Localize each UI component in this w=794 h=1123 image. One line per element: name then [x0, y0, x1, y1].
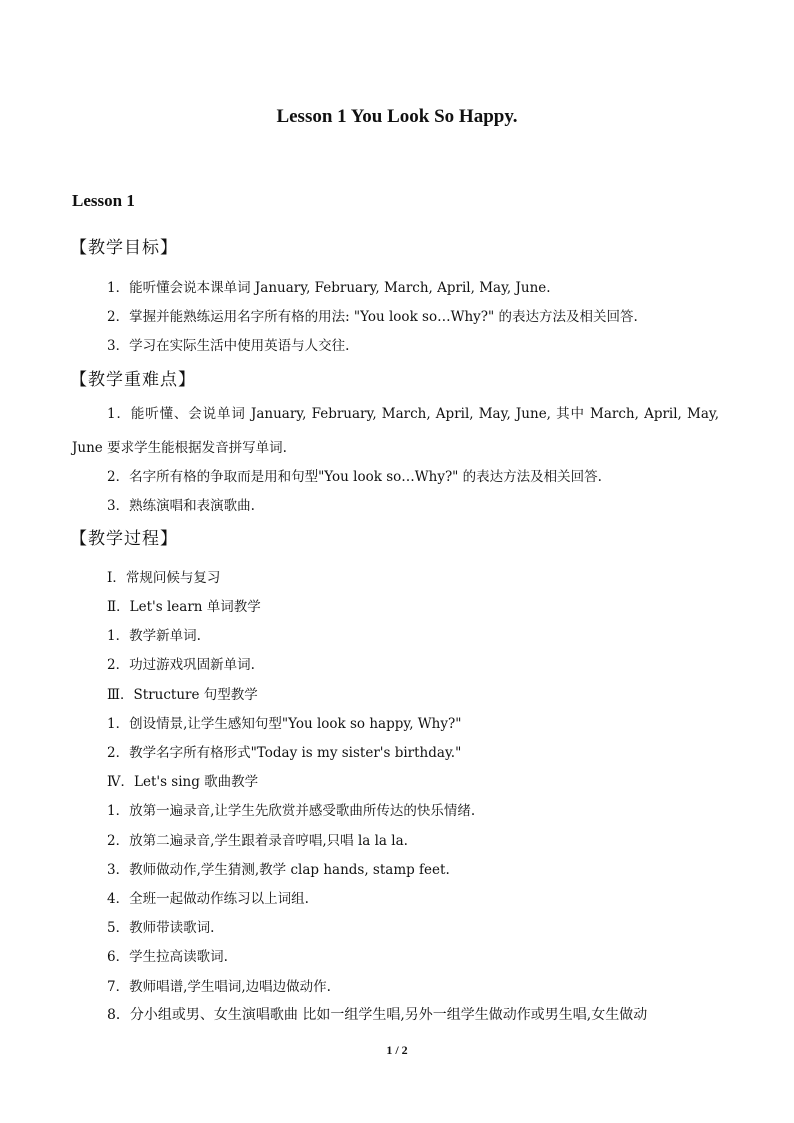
- process-item: 4．全班一起做动作练习以上词组.: [107, 891, 309, 907]
- document-title: Lesson 1 You Look So Happy.: [276, 106, 518, 127]
- process-item: 3．教师做动作,学生猜测,教学 clap hands, stamp feet.: [107, 862, 450, 878]
- process-item: 1．教学新单词.: [107, 628, 201, 644]
- process-item: 8．分小组或男、女生演唱歌曲 比如一组学生唱,另外一组学生做动作或男生唱,女生做动: [107, 1007, 648, 1023]
- lesson-subtitle: Lesson 1: [72, 191, 135, 210]
- process-item: 5．教师带读歌词.: [107, 920, 215, 936]
- objective-item-1: 1．能听懂会说本课单词 January, February, March, April, May, June.: [107, 280, 551, 296]
- process-item: 2．功过游戏巩固新单词.: [107, 657, 255, 673]
- process-item: 1．创设情景,让学生感知句型"You look so happy, Why?": [107, 716, 462, 732]
- process-item: 6．学生拉高读歌词.: [107, 949, 228, 965]
- objective-item-2: 2．掌握并能熟练运用名字所有格的用法: "You look so…Why?" 的表达方法及相关回答.: [107, 309, 638, 325]
- objectives-heading: 【教学目标】: [70, 238, 178, 258]
- process-item: 2．放第二遍录音,学生跟着录音哼唱,只唱 la la la.: [107, 833, 408, 849]
- process-step-review: Ⅰ．常规问候与复习: [107, 570, 221, 586]
- key-point-item-2: 2．名字所有格的争取而是用和句型"You look so…Why?" 的表达方法及相关回答.: [107, 469, 602, 485]
- objective-item-3: 3．学习在实际生活中使用英语与人交往.: [107, 338, 350, 354]
- process-step-structure: Ⅲ．Structure 句型教学: [107, 687, 258, 703]
- process-item: 7．教师唱谱,学生唱词,边唱边做动作.: [107, 979, 331, 995]
- key-points-heading: 【教学重难点】: [70, 370, 196, 390]
- process-step-lets-sing: Ⅳ．Let's sing 歌曲教学: [107, 774, 259, 790]
- process-heading: 【教学过程】: [70, 529, 178, 549]
- key-point-item-3: 3．熟练演唱和表演歌曲.: [107, 498, 255, 514]
- key-point-item-1-line-2: June 要求学生能根据发音拼写单词.: [72, 440, 287, 456]
- process-item: 1．放第一遍录音,让学生先欣赏并感受歌曲所传达的快乐情绪.: [107, 803, 476, 819]
- page-number: 1 / 2: [386, 1043, 408, 1057]
- key-point-item-1-line-1: 1．能听懂、会说单词 January, February, March, April, May, June, 其中 March, April, May,: [107, 406, 719, 422]
- process-step-lets-learn: Ⅱ．Let's learn 单词教学: [107, 599, 261, 615]
- process-item: 2．教学名字所有格形式"Today is my sister's birthday.": [107, 745, 462, 761]
